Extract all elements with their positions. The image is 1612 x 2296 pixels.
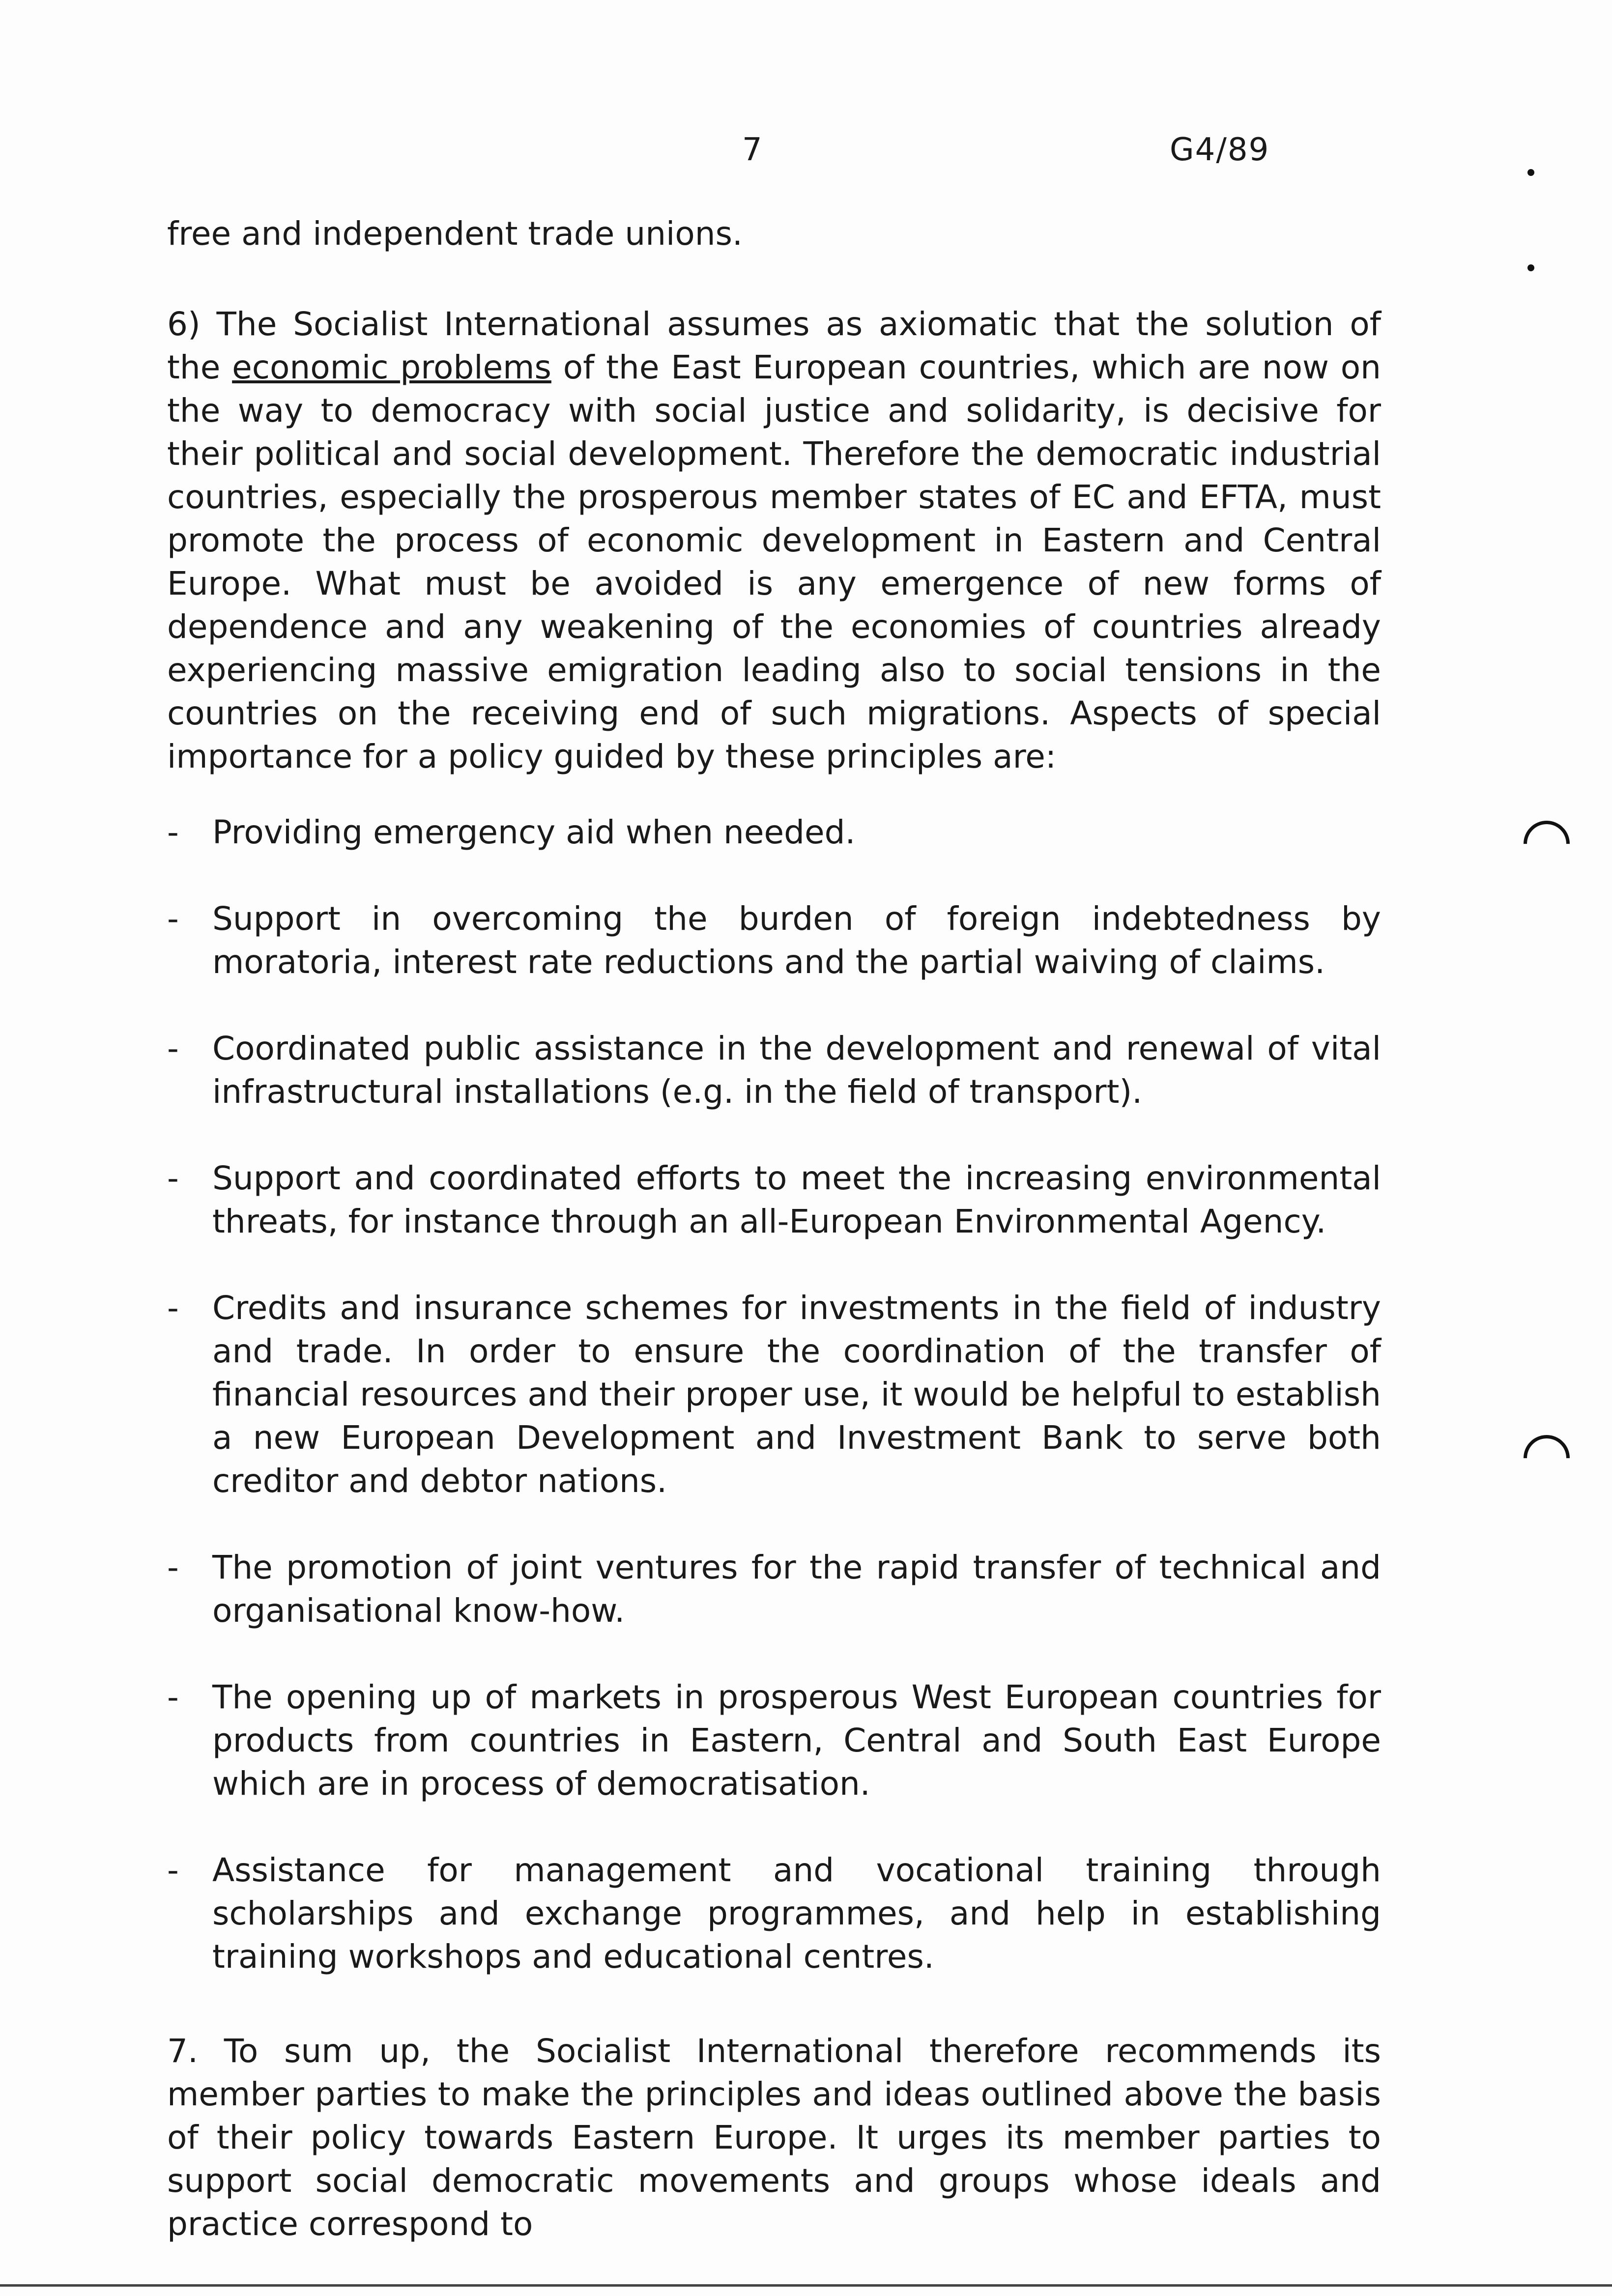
page-bottom-rule: [0, 2284, 1612, 2287]
list-item-text: The promotion of joint ventures for the rapid transfer of technical and organisational know-how.: [212, 1549, 1381, 1630]
paragraph-6: [167, 303, 1381, 778]
paragraph-6-underlined-phrase: economic problems: [232, 348, 551, 386]
intro-paragraph: free and independent trade unions.: [167, 215, 743, 253]
document-reference: G4/89: [1170, 132, 1270, 168]
punch-mark: [1527, 264, 1534, 271]
list-item-text: Assistance for management and vocational training through scholarships and exchange programmes, and help in establishing training workshops and educational centres.: [212, 1851, 1381, 1976]
list-item: [162, 897, 1381, 984]
paragraph-6-rest: of the East European countries, which are now on the way to democracy with social justice and solidarity, is decisive for their political and social development. Therefore the democratic industrial countries, especially the prosperous member states of EC and EFTA, must promote the process of economic development in Eastern and Central Europe. What must be avoided is any emergence of new forms of dependence and any weakening of the economies of countries already experiencing massive emigration leading also to social tensions in the countries on the receiving end of such migrations. Aspects of special importance for a policy guided by these principles are:: [167, 348, 1382, 775]
punch-mark: [1527, 169, 1534, 176]
list-item: [162, 1546, 1381, 1633]
bullet-dash: -: [167, 1159, 179, 1197]
bullet-dash: -: [167, 1030, 179, 1067]
list-item: [162, 1287, 1381, 1503]
bullet-dash: -: [167, 900, 179, 938]
paragraph-7: 7. To sum up, the Socialist International therefore recommends its member parties to make the principles and ideas outlined above the basis of their policy towards Eastern Europe. It urges its member parties to support social democratic movements and groups whose ideals and practice correspond to: [167, 2032, 1381, 2243]
list-item: [162, 811, 1381, 854]
binding-hole-mark: [1514, 811, 1580, 877]
list-item-text: The opening up of markets in prosperous West European countries for products from countries in Eastern, Central and South East Europe which are in process of democratisation.: [212, 1678, 1381, 1803]
bullet-dash: -: [167, 1549, 179, 1586]
binding-hole-mark: [1514, 1426, 1580, 1491]
list-item: [162, 1676, 1381, 1806]
list-item-text: Providing emergency aid when needed.: [212, 813, 856, 851]
list-item-text: Coordinated public assistance in the development and renewal of vital infrastructural installations (e.g. in the field of transport).: [212, 1030, 1381, 1111]
page-number: 7: [742, 132, 762, 168]
list-item: [162, 1849, 1381, 1979]
paragraph-6-lead: 6) The Socialist International assumes as axiomatic that the solution of the: [167, 305, 1381, 386]
list-item: [162, 1157, 1381, 1243]
bullet-dash: -: [167, 1851, 179, 1889]
bullet-dash: -: [167, 1678, 179, 1716]
principles-list: [162, 811, 1381, 2022]
bullet-dash: -: [167, 813, 179, 851]
list-item: [162, 1027, 1381, 1114]
bullet-dash: -: [167, 1289, 179, 1327]
list-item-text: Support and coordinated efforts to meet the increasing environmental threats, for instance through an all-European Environmental Agency.: [212, 1159, 1381, 1240]
list-item-text: Support in overcoming the burden of foreign indebtedness by moratoria, interest rate reductions and the partial waiving of claims.: [212, 900, 1381, 981]
list-item-text: Credits and insurance schemes for investments in the field of industry and trade. In order to ensure the coordination of the transfer of financial resources and their proper use, it would be helpful to establish a new European Development and Investment Bank to serve both creditor and debtor nations.: [212, 1289, 1381, 1500]
